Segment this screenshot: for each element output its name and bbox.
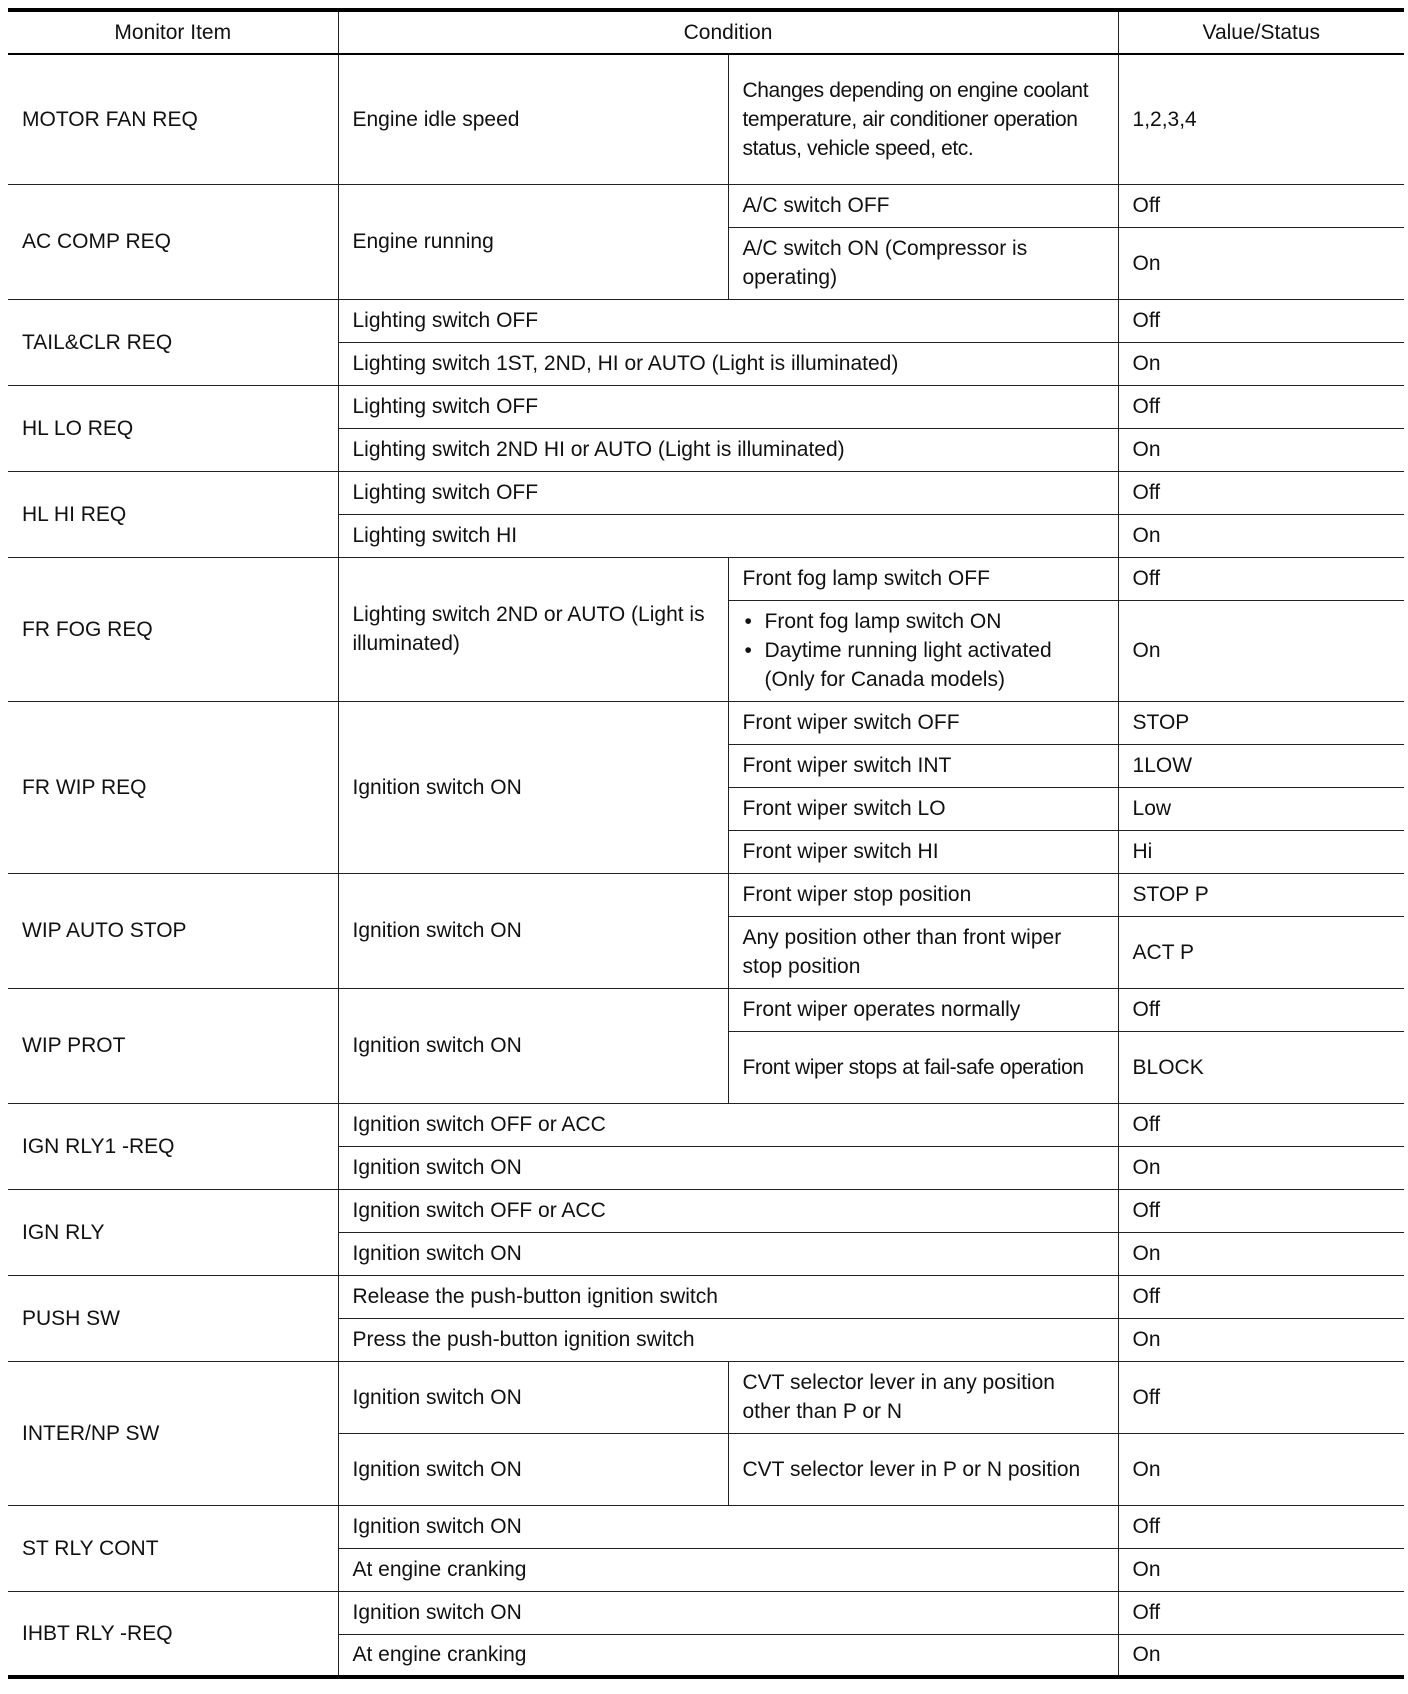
sub-condition-cell xyxy=(728,600,1118,701)
condition-cell: Lighting switch OFF xyxy=(338,299,1118,342)
value-cell: BLOCK xyxy=(1118,1031,1404,1103)
value-cell: On xyxy=(1118,428,1404,471)
condition-cell: Lighting switch 1ST, 2ND, HI or AUTO (Light is illuminated) xyxy=(338,342,1118,385)
value-cell: Off xyxy=(1118,471,1404,514)
sub-condition-cell: Front wiper switch LO xyxy=(728,787,1118,830)
table-row xyxy=(8,1189,1404,1232)
condition-cell: Lighting switch 2ND or AUTO (Light is illuminated) xyxy=(338,557,728,701)
value-cell: Off xyxy=(1118,1505,1404,1548)
sub-condition-cell: A/C switch ON (Compressor is operating) xyxy=(728,227,1118,299)
table-row xyxy=(8,1275,1404,1318)
condition-cell: Press the push-button ignition switch xyxy=(338,1318,1118,1361)
condition-cell: Ignition switch ON xyxy=(338,988,728,1103)
sub-condition-cell: CVT selector lever in P or N position xyxy=(728,1433,1118,1505)
sub-condition-cell: Changes depending on engine coolant temperature, air conditioner operation status, vehicle speed, etc. xyxy=(728,54,1118,184)
sub-condition-cell: Front wiper switch OFF xyxy=(728,701,1118,744)
sub-condition-cell: Front wiper operates normally xyxy=(728,988,1118,1031)
header-monitor-item: Monitor Item xyxy=(8,10,338,54)
monitor-item-cell: PUSH SW xyxy=(8,1275,338,1361)
monitor-item-cell: FR WIP REQ xyxy=(8,701,338,873)
value-cell: 1LOW xyxy=(1118,744,1404,787)
list-item xyxy=(743,607,1104,636)
list-item-text: • Daytime running light activated (Only for Canada models) xyxy=(764,639,1052,691)
condition-cell: Lighting switch 2ND HI or AUTO (Light is illuminated) xyxy=(338,428,1118,471)
monitor-item-cell: IHBT RLY -REQ xyxy=(8,1591,338,1677)
table-row xyxy=(8,1591,1404,1634)
sub-condition-cell: Front fog lamp switch OFF xyxy=(728,557,1118,600)
condition-cell: Engine running xyxy=(338,184,728,299)
value-cell: On xyxy=(1118,1433,1404,1505)
value-cell: On xyxy=(1118,1232,1404,1275)
value-cell: On xyxy=(1118,600,1404,701)
value-cell: Off xyxy=(1118,1275,1404,1318)
value-cell: Off xyxy=(1118,1103,1404,1146)
table-row xyxy=(8,557,1404,600)
sub-condition-cell: Front wiper stop position xyxy=(728,873,1118,916)
value-cell: ACT P xyxy=(1118,916,1404,988)
bullet-list xyxy=(743,607,1104,694)
value-cell: Off xyxy=(1118,299,1404,342)
condition-cell: Ignition switch OFF or ACC xyxy=(338,1189,1118,1232)
condition-cell: Ignition switch OFF or ACC xyxy=(338,1103,1118,1146)
sub-condition-cell: Front wiper switch INT xyxy=(728,744,1118,787)
table-row xyxy=(8,988,1404,1031)
value-cell: STOP xyxy=(1118,701,1404,744)
value-cell: Off xyxy=(1118,988,1404,1031)
table-row xyxy=(8,385,1404,428)
value-cell: Off xyxy=(1118,1591,1404,1634)
monitor-item-cell: HL LO REQ xyxy=(8,385,338,471)
value-cell: Off xyxy=(1118,1189,1404,1232)
condition-cell: Ignition switch ON xyxy=(338,1505,1118,1548)
monitor-item-cell: IGN RLY1 -REQ xyxy=(8,1103,338,1189)
sub-condition-cell: Front wiper switch HI xyxy=(728,830,1118,873)
table-row xyxy=(8,184,1404,227)
condition-cell: Ignition switch ON xyxy=(338,1146,1118,1189)
condition-cell: Ignition switch ON xyxy=(338,701,728,873)
monitor-item-cell: FR FOG REQ xyxy=(8,557,338,701)
table-row xyxy=(8,54,1404,184)
monitor-item-table xyxy=(8,8,1404,1679)
condition-cell: Lighting switch OFF xyxy=(338,385,1118,428)
list-item-text: • Front fog lamp switch ON xyxy=(764,610,1002,633)
value-cell: On xyxy=(1118,1146,1404,1189)
value-cell: On xyxy=(1118,342,1404,385)
monitor-item-cell: WIP PROT xyxy=(8,988,338,1103)
value-cell: On xyxy=(1118,514,1404,557)
table-row xyxy=(8,299,1404,342)
sub-condition-cell: CVT selector lever in any position other than P or N xyxy=(728,1361,1118,1433)
monitor-item-cell: TAIL&CLR REQ xyxy=(8,299,338,385)
value-cell: On xyxy=(1118,1318,1404,1361)
value-cell: On xyxy=(1118,227,1404,299)
monitor-item-cell: HL HI REQ xyxy=(8,471,338,557)
value-cell: Off xyxy=(1118,557,1404,600)
condition-cell: Ignition switch ON xyxy=(338,1361,728,1433)
list-item xyxy=(743,636,1104,694)
condition-cell: Lighting switch HI xyxy=(338,514,1118,557)
sub-condition-cell: Front wiper stops at fail-safe operation xyxy=(728,1031,1118,1103)
table-row xyxy=(8,1103,1404,1146)
table-row xyxy=(8,873,1404,916)
table-row xyxy=(8,471,1404,514)
value-cell: Hi xyxy=(1118,830,1404,873)
header-value-status: Value/Status xyxy=(1118,10,1404,54)
sub-condition-cell: Any position other than front wiper stop position xyxy=(728,916,1118,988)
value-cell: STOP P xyxy=(1118,873,1404,916)
condition-cell: Ignition switch ON xyxy=(338,1232,1118,1275)
monitor-item-cell: ST RLY CONT xyxy=(8,1505,338,1591)
condition-cell: Lighting switch OFF xyxy=(338,471,1118,514)
monitor-item-cell: AC COMP REQ xyxy=(8,184,338,299)
table-row xyxy=(8,1505,1404,1548)
monitor-item-cell: WIP AUTO STOP xyxy=(8,873,338,988)
condition-cell: Ignition switch ON xyxy=(338,873,728,988)
condition-cell: Engine idle speed xyxy=(338,54,728,184)
condition-cell: Ignition switch ON xyxy=(338,1433,728,1505)
value-cell: Off xyxy=(1118,1361,1404,1433)
value-cell: Off xyxy=(1118,385,1404,428)
sub-condition-cell: A/C switch OFF xyxy=(728,184,1118,227)
header-condition: Condition xyxy=(338,10,1118,54)
value-cell: On xyxy=(1118,1634,1404,1677)
value-cell: On xyxy=(1118,1548,1404,1591)
monitor-item-cell: INTER/NP SW xyxy=(8,1361,338,1505)
value-cell: Low xyxy=(1118,787,1404,830)
value-cell: 1,2,3,4 xyxy=(1118,54,1404,184)
table-row xyxy=(8,1361,1404,1433)
table-row xyxy=(8,701,1404,744)
monitor-item-cell: IGN RLY xyxy=(8,1189,338,1275)
condition-cell: At engine cranking xyxy=(338,1634,1118,1677)
condition-cell: Ignition switch ON xyxy=(338,1591,1118,1634)
condition-cell: Release the push-button ignition switch xyxy=(338,1275,1118,1318)
value-cell: Off xyxy=(1118,184,1404,227)
monitor-item-cell: MOTOR FAN REQ xyxy=(8,54,338,184)
table-header-row xyxy=(8,10,1404,54)
condition-cell: At engine cranking xyxy=(338,1548,1118,1591)
